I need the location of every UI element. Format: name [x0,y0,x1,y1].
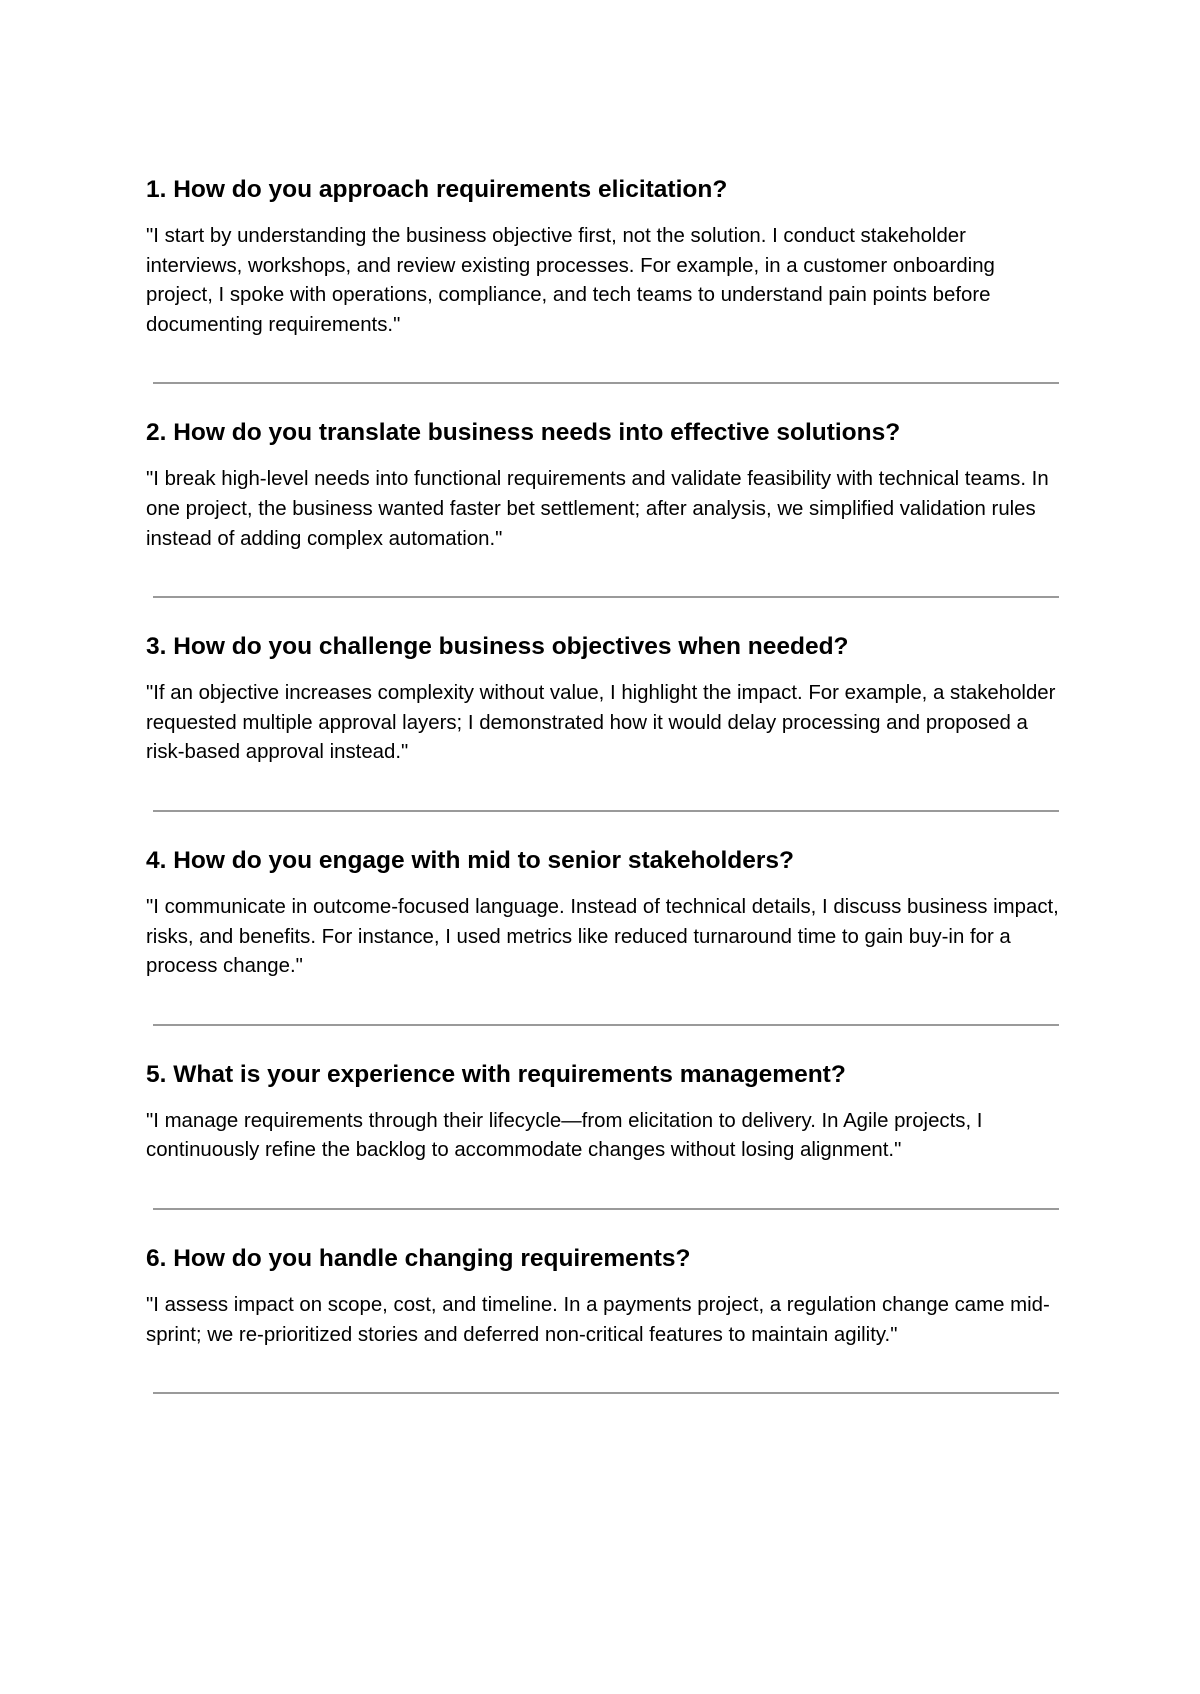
qa-list [146,174,1066,1427]
divider [153,1024,1059,1026]
divider [153,810,1059,812]
question-heading: 6. How do you handle changing requirements? [146,1244,691,1272]
answer-text: "I manage requirements through their lifecycle—from elicitation to delivery. In Agile projects, I continuously refine the backlog to accommodate changes without losing alignment." [146,1109,983,1162]
answer-text: "I communicate in outcome-focused language. Instead of technical details, I discuss business impact, risks, and benefits. For instance, I used metrics like reduced turnaround time to gain buy-in for a process change." [146,895,1059,978]
question-heading: 4. How do you engage with mid to senior stakeholders? [146,846,794,874]
qa-item [146,845,1066,1026]
answer-text: "I break high-level needs into functional requirements and validate feasibility with technical teams. In one project, the business wanted faster bet settlement; after analysis, we simplified validation rules instead of adding complex automation." [146,468,1049,550]
qa-item [146,417,1066,598]
qa-item [146,174,1066,384]
question-heading: 3. How do you challenge business objectives when needed? [146,633,849,661]
question-heading: 2. How do you translate business needs into effective solutions? [146,419,901,447]
qa-item [146,631,1066,812]
divider [153,596,1059,598]
question-heading: 5. What is your experience with requirements management? [146,1060,846,1088]
qa-item [146,1059,1066,1210]
qa-item [146,1243,1066,1394]
answer-text: "I assess impact on scope, cost, and timeline. In a payments project, a regulation change came mid-sprint; we re-prioritized stories and deferred non-critical features to maintain agility." [146,1293,1050,1346]
answer-text: "If an objective increases complexity without value, I highlight the impact. For example, a stakeholder requested multiple approval layers; I demonstrated how it would delay processing and proposed a risk-based approval instead." [146,682,1056,764]
divider [153,1392,1059,1394]
divider [153,382,1059,384]
question-heading: 1. How do you approach requirements elicitation? [146,176,728,203]
answer-text: "I start by understanding the business objective first, not the solution. I conduct stakeholder interviews, workshops, and review existing processes. For example, in a customer onboarding project, I spoke with operations, compliance, and tech teams to understand pain points before documenting requirements." [146,225,995,336]
divider [153,1208,1059,1210]
